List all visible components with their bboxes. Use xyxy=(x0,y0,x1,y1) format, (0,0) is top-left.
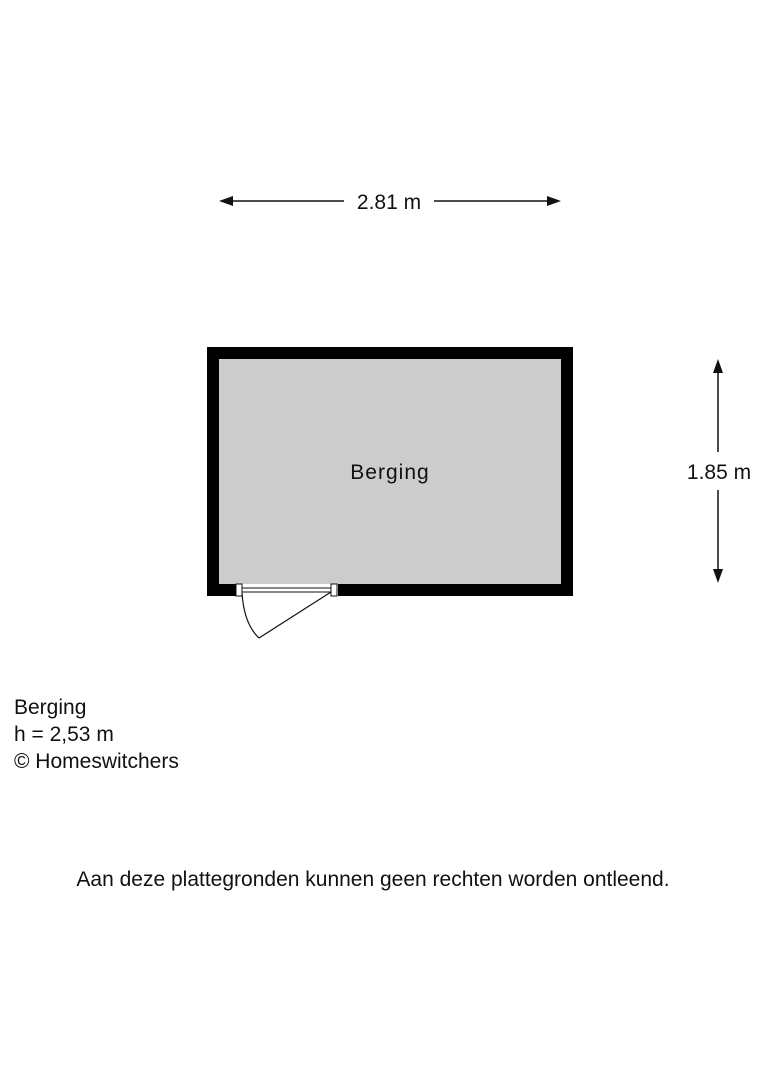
legend-ceiling-height: h = 2,53 m xyxy=(14,723,114,746)
width-arrow-left xyxy=(219,196,233,206)
door-leaf xyxy=(259,592,331,638)
room-label: Berging xyxy=(350,461,430,484)
door-opening xyxy=(236,584,338,596)
disclaimer-text: Aan deze plattegronden kunnen geen rechten worden ontleend. xyxy=(76,868,670,891)
door-swing-arc xyxy=(242,593,259,638)
depth-dimension xyxy=(687,359,751,583)
door-jamb-right xyxy=(331,584,337,596)
depth-dimension-label: 1.85 m xyxy=(686,461,752,484)
depth-arrow-top xyxy=(713,359,723,373)
door xyxy=(236,584,338,638)
door-jamb-left xyxy=(236,584,242,596)
legend-block xyxy=(14,694,179,775)
width-dimension xyxy=(219,191,561,214)
width-dimension-label: 2.81 m xyxy=(356,191,422,214)
depth-arrow-bottom xyxy=(713,569,723,583)
legend-copyright: © Homeswitchers xyxy=(14,750,179,773)
width-arrow-right xyxy=(547,196,561,206)
room-berging xyxy=(207,347,573,596)
legend-room-name: Berging xyxy=(14,696,87,719)
